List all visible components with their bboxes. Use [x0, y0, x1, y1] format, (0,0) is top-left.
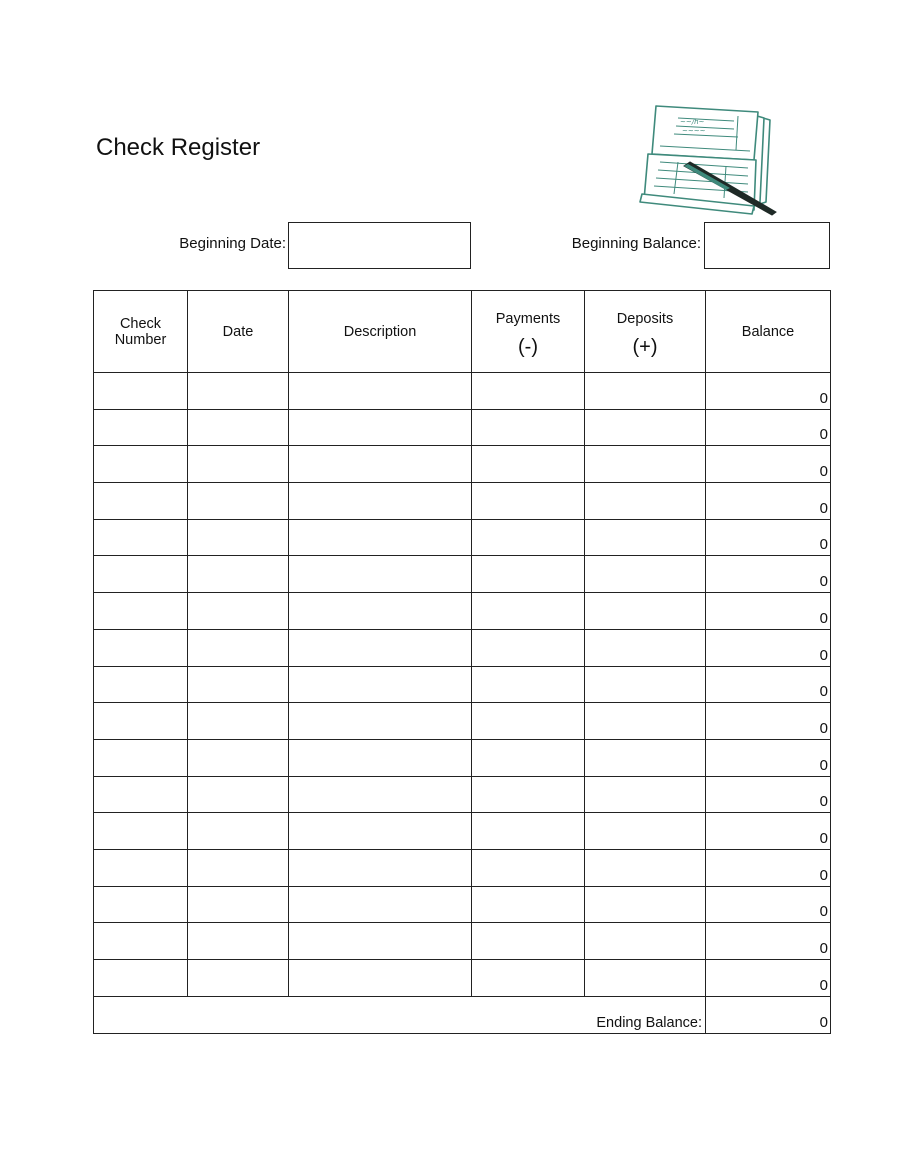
check-number-label-line1: Check — [119, 315, 162, 332]
svg-text:~~/h~: ~~/h~ — [680, 118, 705, 126]
date-cell[interactable] — [188, 739, 289, 776]
payment-cell[interactable] — [472, 886, 585, 923]
date-cell[interactable] — [188, 373, 289, 410]
column-header-deposits — [585, 291, 706, 373]
description-cell[interactable] — [289, 849, 472, 886]
payment-cell[interactable] — [472, 446, 585, 483]
check-number-cell[interactable] — [94, 409, 188, 446]
deposit-cell[interactable] — [585, 703, 706, 740]
column-header-balance: Balance — [706, 291, 831, 373]
description-cell[interactable] — [289, 923, 472, 960]
check-number-cell[interactable] — [94, 813, 188, 850]
deposits-label: Deposits — [616, 311, 674, 327]
table-row — [94, 849, 831, 886]
deposit-cell[interactable] — [585, 409, 706, 446]
deposit-cell[interactable] — [585, 593, 706, 630]
description-cell[interactable] — [289, 960, 472, 997]
deposit-cell[interactable] — [585, 556, 706, 593]
balance-cell: 0 — [706, 813, 831, 850]
description-cell[interactable] — [289, 556, 472, 593]
date-cell[interactable] — [188, 556, 289, 593]
table-row — [94, 703, 831, 740]
payment-cell[interactable] — [472, 739, 585, 776]
payment-cell[interactable] — [472, 409, 585, 446]
payment-cell[interactable] — [472, 776, 585, 813]
description-cell[interactable] — [289, 409, 472, 446]
table-row — [94, 813, 831, 850]
deposit-cell[interactable] — [585, 373, 706, 410]
deposit-cell[interactable] — [585, 923, 706, 960]
description-cell[interactable] — [289, 739, 472, 776]
check-number-cell[interactable] — [94, 483, 188, 520]
balance-cell: 0 — [706, 629, 831, 666]
payment-cell[interactable] — [472, 703, 585, 740]
payment-cell[interactable] — [472, 666, 585, 703]
date-cell[interactable] — [188, 483, 289, 520]
deposit-cell[interactable] — [585, 629, 706, 666]
check-number-cell[interactable] — [94, 556, 188, 593]
ending-balance-value: 0 — [706, 996, 831, 1033]
date-cell[interactable] — [188, 409, 289, 446]
table-row — [94, 666, 831, 703]
date-cell[interactable] — [188, 593, 289, 630]
check-number-cell[interactable] — [94, 703, 188, 740]
table-row — [94, 593, 831, 630]
column-header-description: Description — [289, 291, 472, 373]
check-number-cell[interactable] — [94, 923, 188, 960]
beginning-balance-label: Beginning Balance: — [571, 235, 701, 252]
check-number-cell[interactable] — [94, 373, 188, 410]
balance-cell: 0 — [706, 556, 831, 593]
check-number-cell[interactable] — [94, 886, 188, 923]
check-number-cell[interactable] — [94, 519, 188, 556]
balance-cell: 0 — [706, 409, 831, 446]
table-row — [94, 483, 831, 520]
check-number-cell[interactable] — [94, 446, 188, 483]
beginning-date-field[interactable] — [288, 222, 471, 269]
description-cell[interactable] — [289, 446, 472, 483]
description-cell[interactable] — [289, 373, 472, 410]
table-row — [94, 373, 831, 410]
balance-cell: 0 — [706, 593, 831, 630]
check-number-cell[interactable] — [94, 776, 188, 813]
column-header-check-number — [94, 291, 188, 373]
check-number-label-line2: Number — [114, 331, 167, 348]
table-row — [94, 519, 831, 556]
balance-cell: 0 — [706, 923, 831, 960]
payments-label: Payments — [495, 311, 561, 327]
check-number-cell[interactable] — [94, 666, 188, 703]
table-row — [94, 446, 831, 483]
payment-cell[interactable] — [472, 483, 585, 520]
date-cell[interactable] — [188, 519, 289, 556]
payment-cell[interactable] — [472, 556, 585, 593]
balance-cell: 0 — [706, 446, 831, 483]
payment-cell[interactable] — [472, 960, 585, 997]
deposit-cell[interactable] — [585, 666, 706, 703]
description-cell[interactable] — [289, 629, 472, 666]
table-row — [94, 739, 831, 776]
payments-sign: (-) — [518, 336, 538, 358]
balance-cell: 0 — [706, 519, 831, 556]
table-row — [94, 886, 831, 923]
description-cell[interactable] — [289, 703, 472, 740]
column-header-payments — [472, 291, 585, 373]
deposits-sign: (+) — [632, 336, 658, 358]
deposit-cell[interactable] — [585, 519, 706, 556]
balance-cell: 0 — [706, 849, 831, 886]
deposit-cell[interactable] — [585, 813, 706, 850]
payment-cell[interactable] — [472, 849, 585, 886]
payment-cell[interactable] — [472, 519, 585, 556]
payment-cell[interactable] — [472, 629, 585, 666]
beginning-date-label: Beginning Date: — [179, 235, 286, 252]
date-cell[interactable] — [188, 776, 289, 813]
check-number-cell[interactable] — [94, 960, 188, 997]
date-cell[interactable] — [188, 923, 289, 960]
deposit-cell[interactable] — [585, 849, 706, 886]
page-title: Check Register — [96, 134, 261, 161]
beginning-balance-field[interactable] — [704, 222, 830, 269]
check-number-cell[interactable] — [94, 849, 188, 886]
description-cell[interactable] — [289, 666, 472, 703]
payment-cell[interactable] — [472, 923, 585, 960]
balance-cell: 0 — [706, 703, 831, 740]
table-row — [94, 923, 831, 960]
balance-cell: 0 — [706, 739, 831, 776]
check-number-cell[interactable] — [94, 739, 188, 776]
payment-cell[interactable] — [472, 373, 585, 410]
ending-balance-row — [94, 996, 831, 1033]
date-cell[interactable] — [188, 703, 289, 740]
deposit-cell[interactable] — [585, 776, 706, 813]
table-row — [94, 556, 831, 593]
balance-cell: 0 — [706, 483, 831, 520]
table-row — [94, 776, 831, 813]
deposit-cell[interactable] — [585, 960, 706, 997]
description-cell[interactable] — [289, 483, 472, 520]
deposit-cell[interactable] — [585, 446, 706, 483]
deposit-cell[interactable] — [585, 483, 706, 520]
svg-text:~~~~: ~~~~ — [682, 127, 706, 135]
balance-cell: 0 — [706, 373, 831, 410]
deposit-cell[interactable] — [585, 886, 706, 923]
balance-cell: 0 — [706, 886, 831, 923]
payment-cell[interactable] — [472, 813, 585, 850]
table-header-row — [94, 291, 831, 373]
date-cell[interactable] — [188, 960, 289, 997]
date-cell[interactable] — [188, 849, 289, 886]
table-row — [94, 629, 831, 666]
description-cell[interactable] — [289, 593, 472, 630]
description-cell[interactable] — [289, 813, 472, 850]
deposit-cell[interactable] — [585, 739, 706, 776]
column-header-date: Date — [188, 291, 289, 373]
table-row — [94, 960, 831, 997]
date-cell[interactable] — [188, 666, 289, 703]
ending-balance-label: Ending Balance: — [94, 996, 706, 1033]
description-cell[interactable] — [289, 886, 472, 923]
check-number-cell[interactable] — [94, 593, 188, 630]
checkbook-pen-icon — [638, 102, 780, 217]
table-row — [94, 409, 831, 446]
description-cell[interactable] — [289, 776, 472, 813]
date-cell[interactable] — [188, 446, 289, 483]
payment-cell[interactable] — [472, 593, 585, 630]
description-cell[interactable] — [289, 519, 472, 556]
date-cell[interactable] — [188, 886, 289, 923]
check-register-table — [93, 290, 831, 1034]
balance-cell: 0 — [706, 666, 831, 703]
check-number-cell[interactable] — [94, 629, 188, 666]
date-cell[interactable] — [188, 629, 289, 666]
balance-cell: 0 — [706, 960, 831, 997]
balance-cell: 0 — [706, 776, 831, 813]
date-cell[interactable] — [188, 813, 289, 850]
